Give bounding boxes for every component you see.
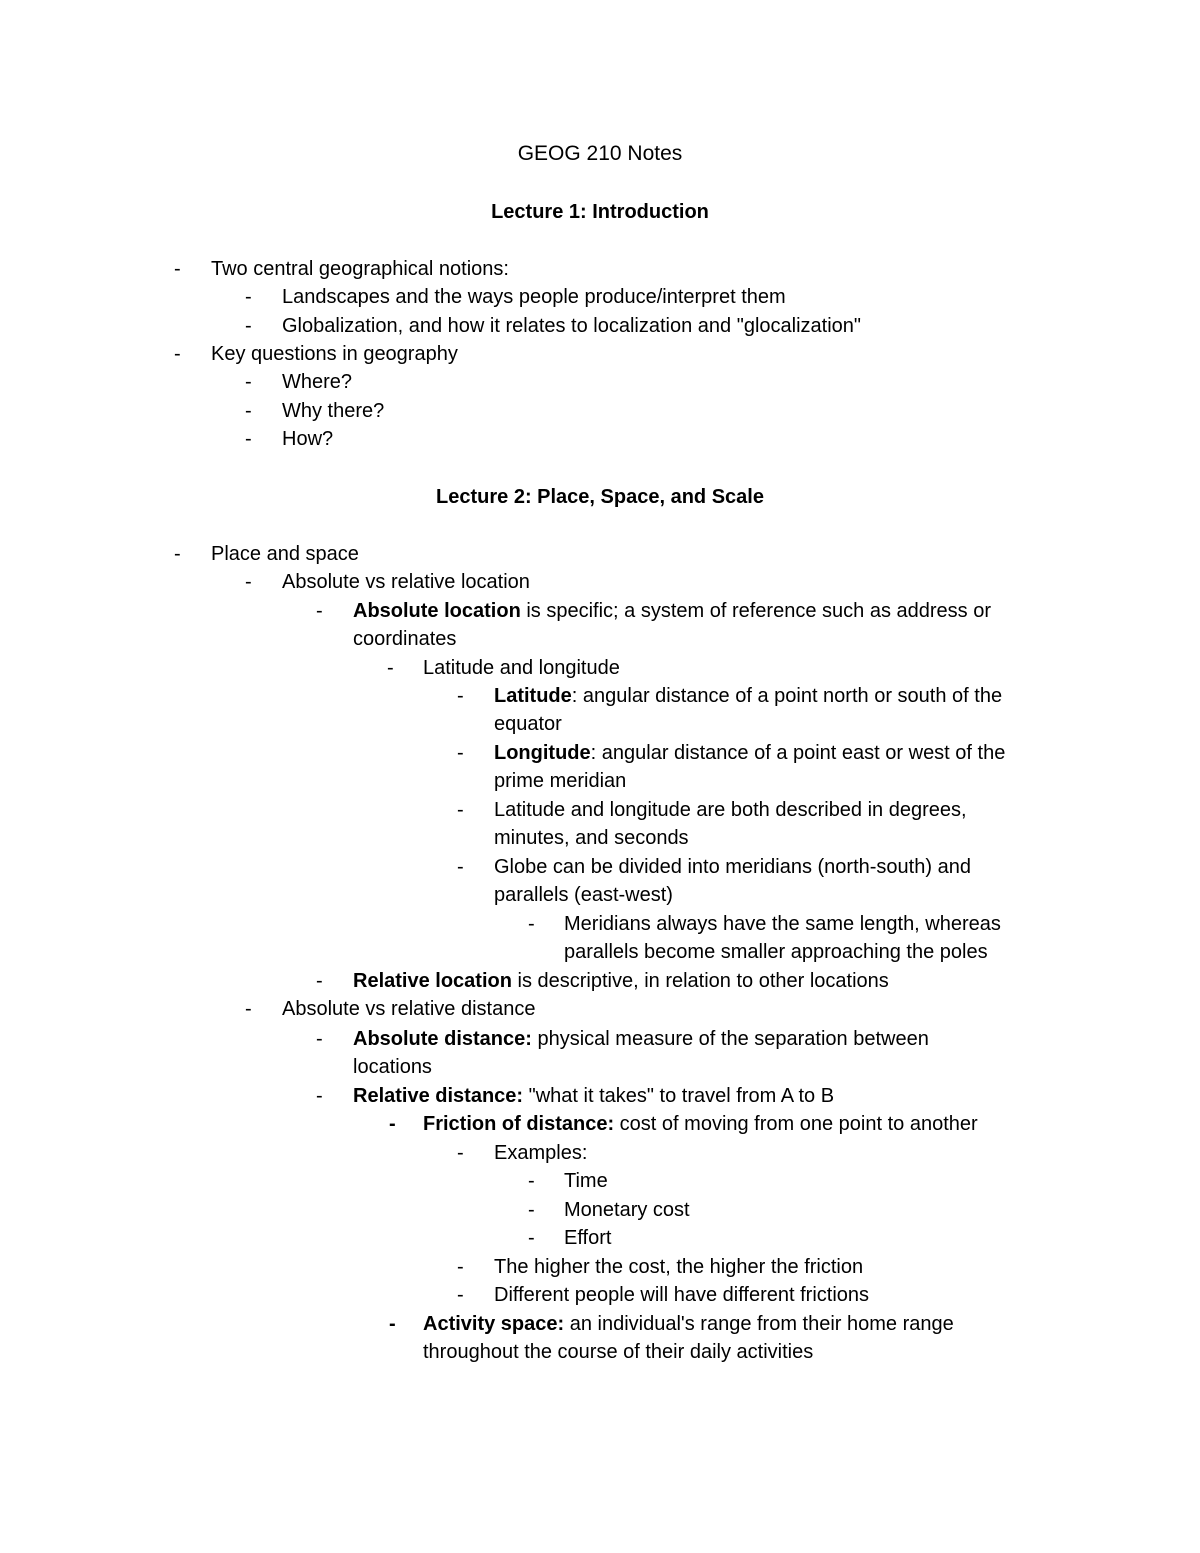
list-item: Different people will have different frictions <box>494 1284 870 1306</box>
bullet-dash: - <box>528 1170 535 1192</box>
bullet-dash: - <box>387 657 394 679</box>
definition-text: physical measure of the separation between <box>531 1028 929 1050</box>
bullet-dash: - <box>245 428 252 450</box>
list-item: Where? <box>282 371 353 393</box>
list-item-continuation: parallels (east-west) <box>494 884 673 906</box>
bullet-dash: - <box>316 600 323 622</box>
list-item: How? <box>282 428 334 450</box>
list-item <box>494 682 1002 710</box>
document-title: GEOG 210 Notes <box>517 142 683 165</box>
lecture-2-heading: Lecture 2: Place, Space, and Scale <box>436 486 764 508</box>
definition-text: an individual's range from their home range <box>564 1313 954 1335</box>
definition-text: cost of moving from one point to another <box>614 1113 978 1135</box>
bullet-dash: - <box>245 315 252 337</box>
bullet-dash: - <box>174 543 181 565</box>
list-item: Place and space <box>211 543 359 565</box>
list-item: Monetary cost <box>564 1199 690 1221</box>
bullet-dash: - <box>245 371 252 393</box>
bullet-dash: - <box>457 1256 464 1278</box>
term-relative-location: Relative location <box>353 970 512 992</box>
bullet-dash: - <box>245 400 252 422</box>
bullet-dash: - <box>457 685 464 707</box>
list-item <box>494 739 1005 767</box>
list-item: Absolute vs relative distance <box>282 998 536 1020</box>
bullet-dash: - <box>457 1142 464 1164</box>
list-item-continuation: prime meridian <box>494 770 627 792</box>
bullet-dash: - <box>528 1227 535 1249</box>
bullet-dash: - <box>245 998 252 1020</box>
bullet-dash: - <box>528 913 535 935</box>
bullet-dash: - <box>174 258 181 280</box>
bullet-dash: - <box>457 742 464 764</box>
list-item <box>353 597 991 625</box>
list-item-continuation: parallels become smaller approaching the poles <box>564 941 988 963</box>
list-item <box>423 1310 954 1338</box>
bullet-dash: - <box>528 1199 535 1221</box>
definition-text: : angular distance of a point east or west of the <box>590 742 1006 764</box>
bullet-dash: - <box>389 1113 396 1135</box>
definition-text: "what it takes" to travel from A to B <box>523 1085 835 1107</box>
list-item-continuation: throughout the course of their daily activities <box>423 1341 814 1363</box>
definition-text: is specific; a system of reference such as address or <box>520 600 991 622</box>
bullet-dash: - <box>457 856 464 878</box>
term-absolute-distance: Absolute distance: <box>353 1028 532 1050</box>
term-activity-space: Activity space: <box>423 1313 565 1335</box>
list-item <box>353 967 889 995</box>
list-item: Globe can be divided into meridians (north-south) and <box>494 856 971 878</box>
definition-text: : angular distance of a point north or south of the <box>571 685 1003 707</box>
bullet-dash: - <box>457 799 464 821</box>
list-item-continuation: equator <box>494 713 562 735</box>
term-relative-distance: Relative distance: <box>353 1085 524 1107</box>
list-item: Landscapes and the ways people produce/interpret them <box>282 286 786 308</box>
list-item: Why there? <box>282 400 385 422</box>
definition-text: is descriptive, in relation to other locations <box>511 970 889 992</box>
list-item: The higher the cost, the higher the friction <box>494 1256 864 1278</box>
list-item: Two central geographical notions: <box>211 258 509 280</box>
term-friction-of-distance: Friction of distance: <box>423 1113 615 1135</box>
bullet-dash: - <box>316 1085 323 1107</box>
list-item <box>353 1025 929 1053</box>
bullet-dash: - <box>389 1313 396 1335</box>
list-item: Key questions in geography <box>211 343 458 365</box>
term-longitude: Longitude <box>494 742 591 764</box>
lecture-1-heading: Lecture 1: Introduction <box>491 201 709 223</box>
bullet-dash: - <box>245 286 252 308</box>
list-item <box>353 1082 834 1110</box>
list-item-continuation: coordinates <box>353 628 457 650</box>
bullet-dash: - <box>457 1284 464 1306</box>
bullet-dash: - <box>316 970 323 992</box>
list-item: Time <box>564 1170 608 1192</box>
bullet-dash: - <box>174 343 181 365</box>
bullet-dash: - <box>316 1028 323 1050</box>
term-latitude: Latitude <box>494 685 572 707</box>
bullet-dash: - <box>245 571 252 593</box>
list-item: Latitude and longitude are both described in degrees, <box>494 799 967 821</box>
list-item: Effort <box>564 1227 612 1249</box>
list-item-continuation: locations <box>353 1056 432 1078</box>
list-item-continuation: minutes, and seconds <box>494 827 689 849</box>
list-item: Latitude and longitude <box>423 657 620 679</box>
list-item: Examples: <box>494 1142 588 1164</box>
list-item <box>423 1110 978 1138</box>
list-item: Absolute vs relative location <box>282 571 530 593</box>
term-absolute-location: Absolute location <box>353 600 521 622</box>
list-item: Globalization, and how it relates to localization and "glocalization" <box>282 315 861 337</box>
list-item: Meridians always have the same length, whereas <box>564 913 1001 935</box>
